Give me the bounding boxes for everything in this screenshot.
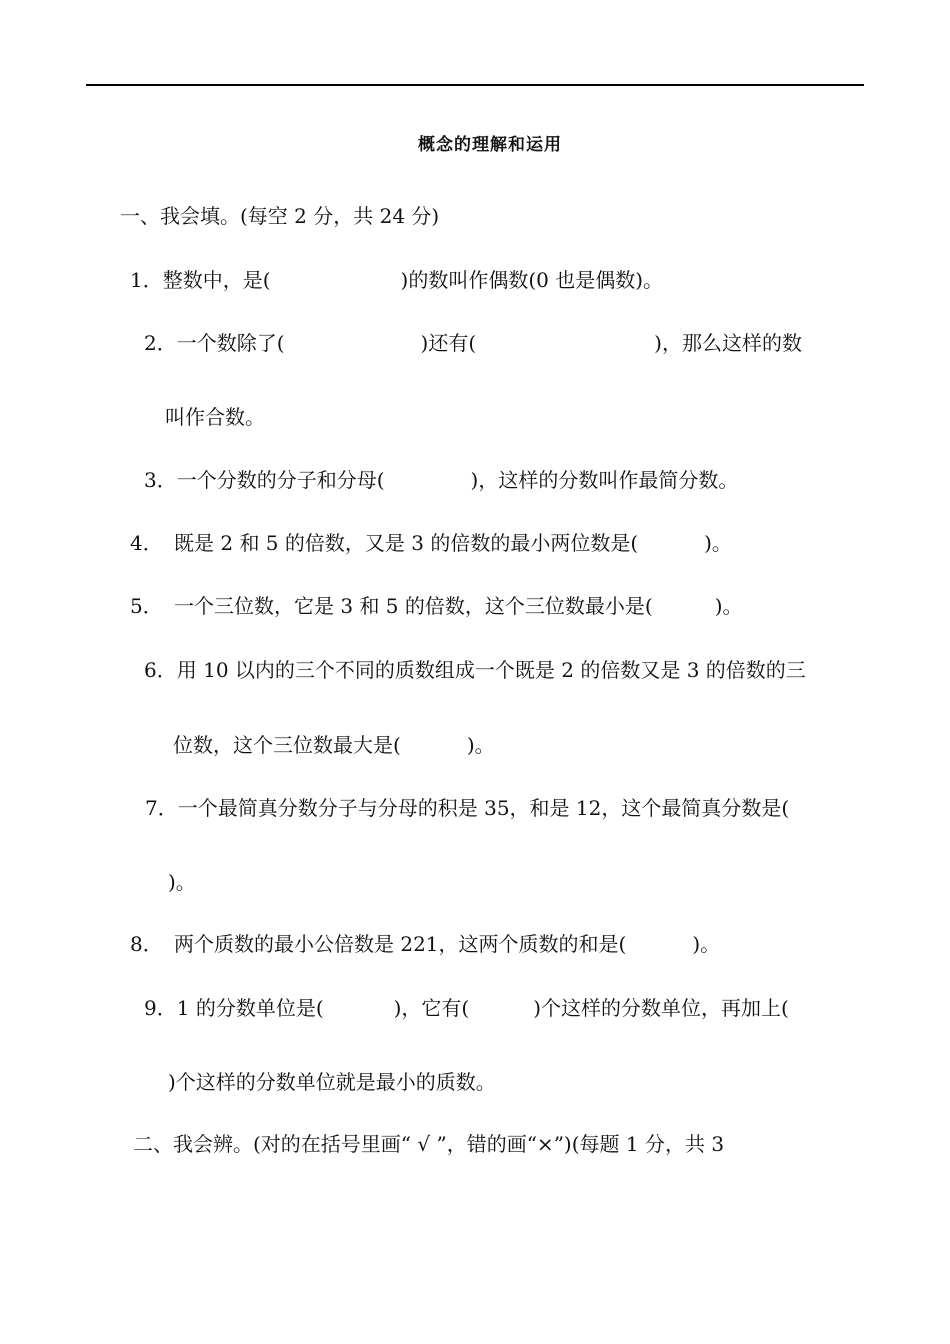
- question-7: 7．一个最简真分数分子与分母的积是 35，和是 12，这个最简真分数是(: [145, 796, 790, 820]
- header-rule: [86, 84, 864, 86]
- question-2: 2．一个数除了( )还有( )，那么这样的数: [144, 331, 802, 355]
- question-number: 6．: [144, 658, 177, 682]
- question-3: 3．一个分数的分子和分母( )，这样的分数叫作最简分数。: [144, 468, 739, 492]
- question-number: 9．: [144, 996, 177, 1020]
- question-number: 7．: [145, 796, 178, 820]
- question-2-continued: 叫作合数。: [165, 405, 265, 429]
- question-7-continued: )。: [168, 870, 196, 894]
- section-1-heading: 一、我会填。(每空 2 分，共 24 分): [120, 204, 440, 228]
- question-1: 1．整数中，是( )的数叫作偶数(0 也是偶数)。: [130, 268, 664, 292]
- question-8: 8． 两个质数的最小公倍数是 221，这两个质数的和是( )。: [130, 932, 721, 956]
- question-number: 4．: [130, 531, 163, 555]
- question-6: 6．用 10 以内的三个不同的质数组成一个既是 2 的倍数又是 3 的倍数的三: [144, 658, 806, 682]
- question-5: 5． 一个三位数，它是 3 和 5 的倍数，这个三位数最小是( )。: [130, 594, 743, 618]
- question-number: 1．: [130, 268, 163, 292]
- page-title: 概念的理解和运用: [418, 135, 562, 155]
- question-number: 8．: [130, 932, 163, 956]
- question-number: 2．: [144, 331, 177, 355]
- question-4: 4． 既是 2 和 5 的倍数，又是 3 的倍数的最小两位数是( )。: [130, 531, 732, 555]
- question-9: 9．1 的分数单位是( )，它有( )个这样的分数单位，再加上(: [144, 996, 789, 1020]
- section-2-heading: 二、我会辨。(对的在括号里画“ √ ”，错的画“×”)(每题 1 分，共 3: [133, 1132, 725, 1156]
- question-6-continued: 位数，这个三位数最大是( )。: [173, 733, 495, 757]
- question-number: 3．: [144, 468, 177, 492]
- question-number: 5．: [130, 594, 163, 618]
- question-9-continued: )个这样的分数单位就是最小的质数。: [168, 1070, 496, 1094]
